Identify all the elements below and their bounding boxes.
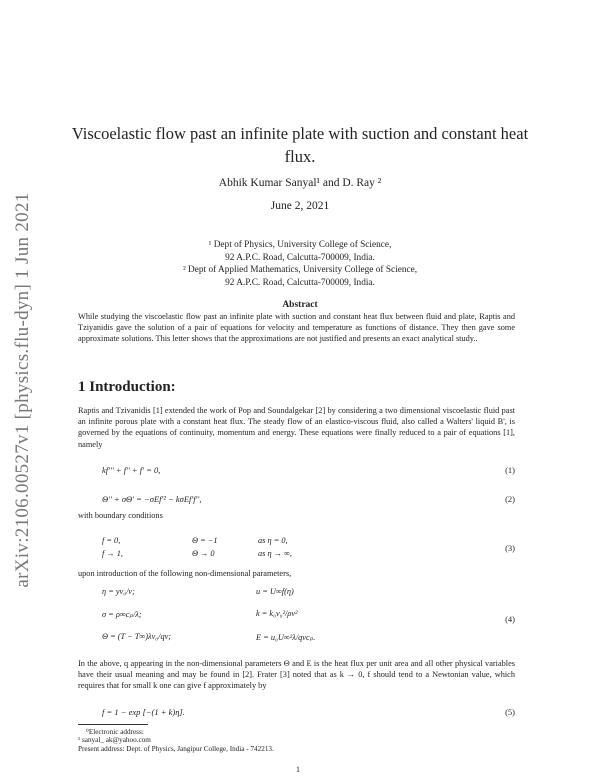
equation-number: (3) (505, 543, 515, 553)
paper-title: Viscoelastic flow past an infinite plate with suction and constant heat flux. (71, 124, 529, 166)
page-number: 1 (296, 765, 300, 774)
boundary-intro: with boundary conditions (78, 511, 163, 520)
abstract-heading: Abstract (282, 300, 318, 310)
bc-cell: as η = 0, (258, 536, 288, 545)
bc-cell: f → 1, (102, 549, 123, 558)
affiliations (100, 239, 500, 289)
param-cell: σ = ρ∞cₚ/λ; (102, 610, 142, 619)
footnote-rule (78, 724, 148, 725)
intro-paragraph: Raptis and Tzivanidis [1] extended the work of Pop and Soundalgekar [2] by considering a two dimensional viscoelastic fluid past an infinite porous plate with a constant heat flux. The steady flow of an elastico-viscous fluid, also called a Walters' liquid B', is governed by the equations of continuity, momentum and energy. These equations were finally reduced to a pair of equations [1], namely (78, 406, 515, 449)
param-cell: E = u₀U∞²λ/qνcₚ. (256, 633, 316, 642)
equation-number: (5) (505, 707, 515, 717)
authors: Abhik Kumar Sanyal¹ and D. Ray ² (218, 177, 382, 189)
paragraph-2: In the above, q appearing in the non-dimensional parameters Θ and E is the heat flux per unit area and all other physical variables have their usual meaning and may be found in [2]. Frater [3] noted that as k → 0, f should tend to a Newtonian value, which requires that for small k one can give f approximately by (78, 659, 515, 691)
equation-1: kf′′′ + f′′ + f′ = 0, (102, 465, 161, 475)
bc-cell: Θ = −1 (192, 536, 218, 545)
footnote: Present address: Dept. of Physics, Jangipur College, India - 742213. (78, 745, 274, 753)
abstract-text: While studying the viscoelastic flow past an infinite plate with suction and constant heat flux between fluid and plate, Raptis and Tziyanidis gave the solution of a pair of equations for velocity and temperature as functions of distance. They then gave some approximate solutions. This letter shows that the approximations are not justified and presents an exact analytical study.. (78, 312, 515, 344)
affiliation-line: 92 A.P.C. Road, Calcutta-700009, India. (225, 277, 375, 288)
section-heading: 1 Introduction: (78, 379, 176, 395)
params-intro: upon introduction of the following non-dimensional parameters, (78, 569, 292, 578)
equation-number: (1) (505, 465, 515, 475)
param-cell: u = U∞f(η) (256, 587, 294, 596)
affiliation-line: ² Dept of Applied Mathematics, University College of Science, (182, 265, 418, 275)
equation-2: Θ′′ + σΘ′ = −σEf′² − kσEf′f′′, (102, 494, 202, 504)
bc-cell: as η → ∞, (258, 549, 293, 558)
param-cell: Θ = (T − T∞)λv₀/qν; (102, 632, 172, 641)
equation-number: (2) (505, 494, 515, 504)
arxiv-sidebar-stamp (8, 190, 38, 590)
param-cell: η = yv₀/ν; (102, 587, 135, 596)
equation-number: (4) (505, 614, 515, 624)
param-cell: k = k₀v₀²/ρν² (256, 609, 298, 618)
bc-cell: Θ → 0 (192, 549, 215, 558)
bc-cell: f = 0, (102, 536, 121, 545)
affiliation-line: ¹ Dept of Physics, University College of Science, (208, 240, 392, 250)
footnote: ⁰Electronic address: (86, 728, 144, 736)
footnote: ¹ sanyal_ ak@yahoo.com (78, 736, 151, 744)
affiliation-line: 92 A.P.C. Road, Calcutta-700009, India. (225, 252, 375, 263)
arxiv-id: arXiv:2106.00527v1 [physics.flu-dyn] 1 Jun 2021 (12, 192, 33, 588)
date: June 2, 2021 (270, 200, 330, 212)
equation-5: f = 1 − exp [−(1 + k)η]. (102, 707, 185, 717)
